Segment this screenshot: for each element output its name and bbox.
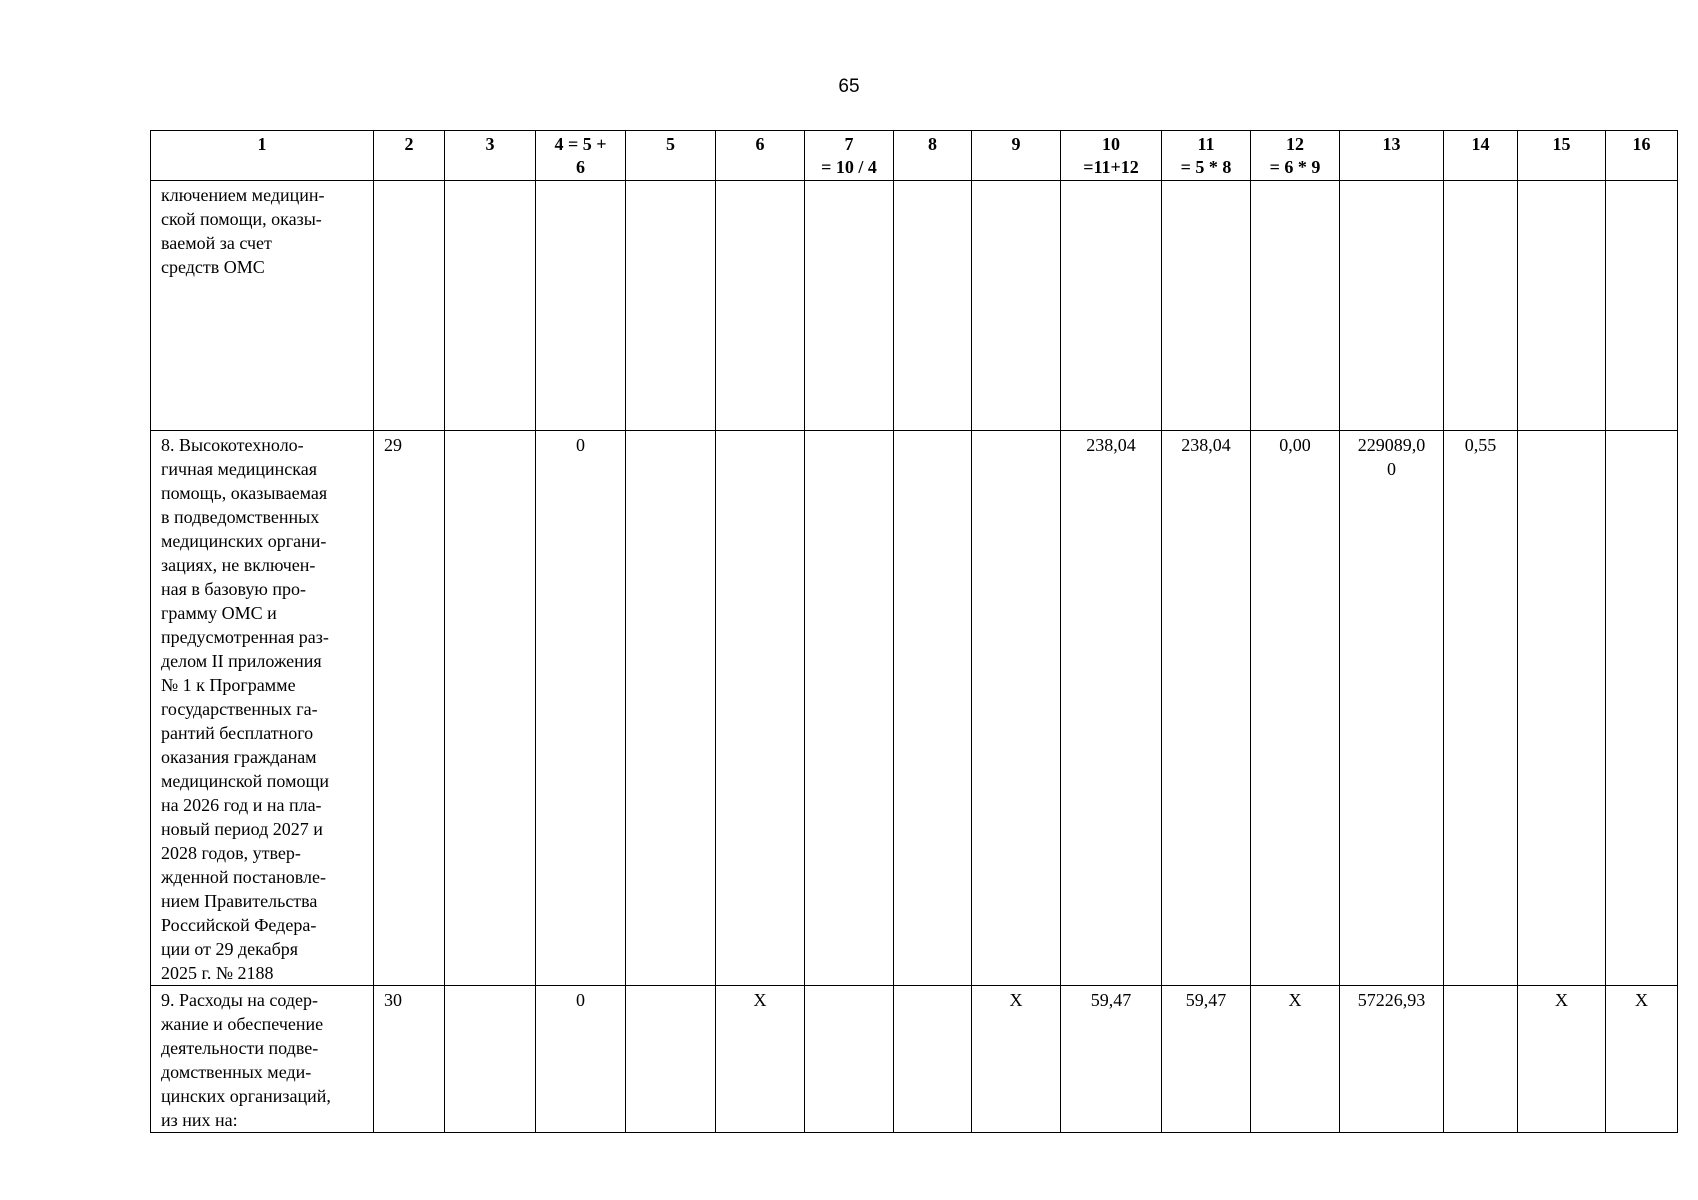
column-header-6: 6 [716,131,805,181]
column-header-1: 1 [151,131,374,181]
table-cell [1444,986,1518,1133]
table-cell: 238,04 [1061,431,1162,986]
table-cell: 238,04 [1162,431,1251,986]
table-cell [716,431,805,986]
table-cell [972,431,1061,986]
table-cell [805,431,894,986]
column-header-3: 3 [445,131,536,181]
table-cell [1518,431,1606,986]
table-cell [894,431,972,986]
column-header-15: 15 [1518,131,1606,181]
table-cell: 0 [536,431,626,986]
table-cell: 30 [374,986,445,1133]
column-header-5: 5 [626,131,716,181]
table-cell: X [1518,986,1606,1133]
table-cell [374,181,445,431]
table-cell [894,181,972,431]
table-cell [1518,181,1606,431]
table-cell: X [1606,986,1678,1133]
table-cell: 229089,0 0 [1340,431,1444,986]
header-row [151,131,1678,181]
page-number: 65 [838,76,860,97]
table-cell [1251,181,1340,431]
table-cell: X [972,986,1061,1133]
table-cell: 57226,93 [1340,986,1444,1133]
table-cell [445,431,536,986]
table-row [151,986,1678,1133]
table-cell: 0 [536,986,626,1133]
table-cell: 59,47 [1162,986,1251,1133]
table-cell: 29 [374,431,445,986]
table-cell: X [716,986,805,1133]
table-cell [626,431,716,986]
column-header-16: 16 [1606,131,1678,181]
table-cell: X [1251,986,1340,1133]
column-header-2: 2 [374,131,445,181]
table-cell [1606,181,1678,431]
table-cell [1162,181,1251,431]
table-row [151,181,1678,431]
row-description-cell: 9. Расходы на содер- жание и обеспечение деятельности подве- домственных меди- цинских организаций, из них на: [151,986,374,1133]
table-row [151,431,1678,986]
table-cell [716,181,805,431]
table-cell [1606,431,1678,986]
table-cell [972,181,1061,431]
column-header-14: 14 [1444,131,1518,181]
column-header-4: 4 = 5 + 6 [536,131,626,181]
column-header-12: 12 = 6 * 9 [1251,131,1340,181]
row-description-cell: ключением медицин- ской помощи, оказы- ваемой за счет средств ОМС [151,181,374,431]
table-cell [445,181,536,431]
table-cell [626,181,716,431]
row-description-cell: 8. Высокотехноло- гичная медицинская помощь, оказываемая в подведомственных медицинских органи- зациях, не включен- ная в базовую про- грамму ОМС и предусмотренная раз- делом II приложения № 1 к Программе государственных га- рантий бесплатного оказания гражданам медицинской помощи на 2026 год и на пла- новый период 2027 и 2028 годов, утвер- жденной постановле- нием Правительства Российской Федера- ции от 29 декабря 2025 г. № 2188 [151,431,374,986]
table-cell [1444,181,1518,431]
table-cell: 59,47 [1061,986,1162,1133]
column-header-8: 8 [894,131,972,181]
table-cell: 0,55 [1444,431,1518,986]
table-cell [1340,181,1444,431]
table-cell [805,181,894,431]
data-table [150,130,1678,1133]
table-cell [536,181,626,431]
column-header-11: 11 = 5 * 8 [1162,131,1251,181]
column-header-9: 9 [972,131,1061,181]
column-header-10: 10 =11+12 [1061,131,1162,181]
table-cell: 0,00 [1251,431,1340,986]
table-cell [894,986,972,1133]
table-cell [1061,181,1162,431]
table-cell [626,986,716,1133]
column-header-13: 13 [1340,131,1444,181]
column-header-7: 7 = 10 / 4 [805,131,894,181]
table-cell [445,986,536,1133]
table-cell [805,986,894,1133]
